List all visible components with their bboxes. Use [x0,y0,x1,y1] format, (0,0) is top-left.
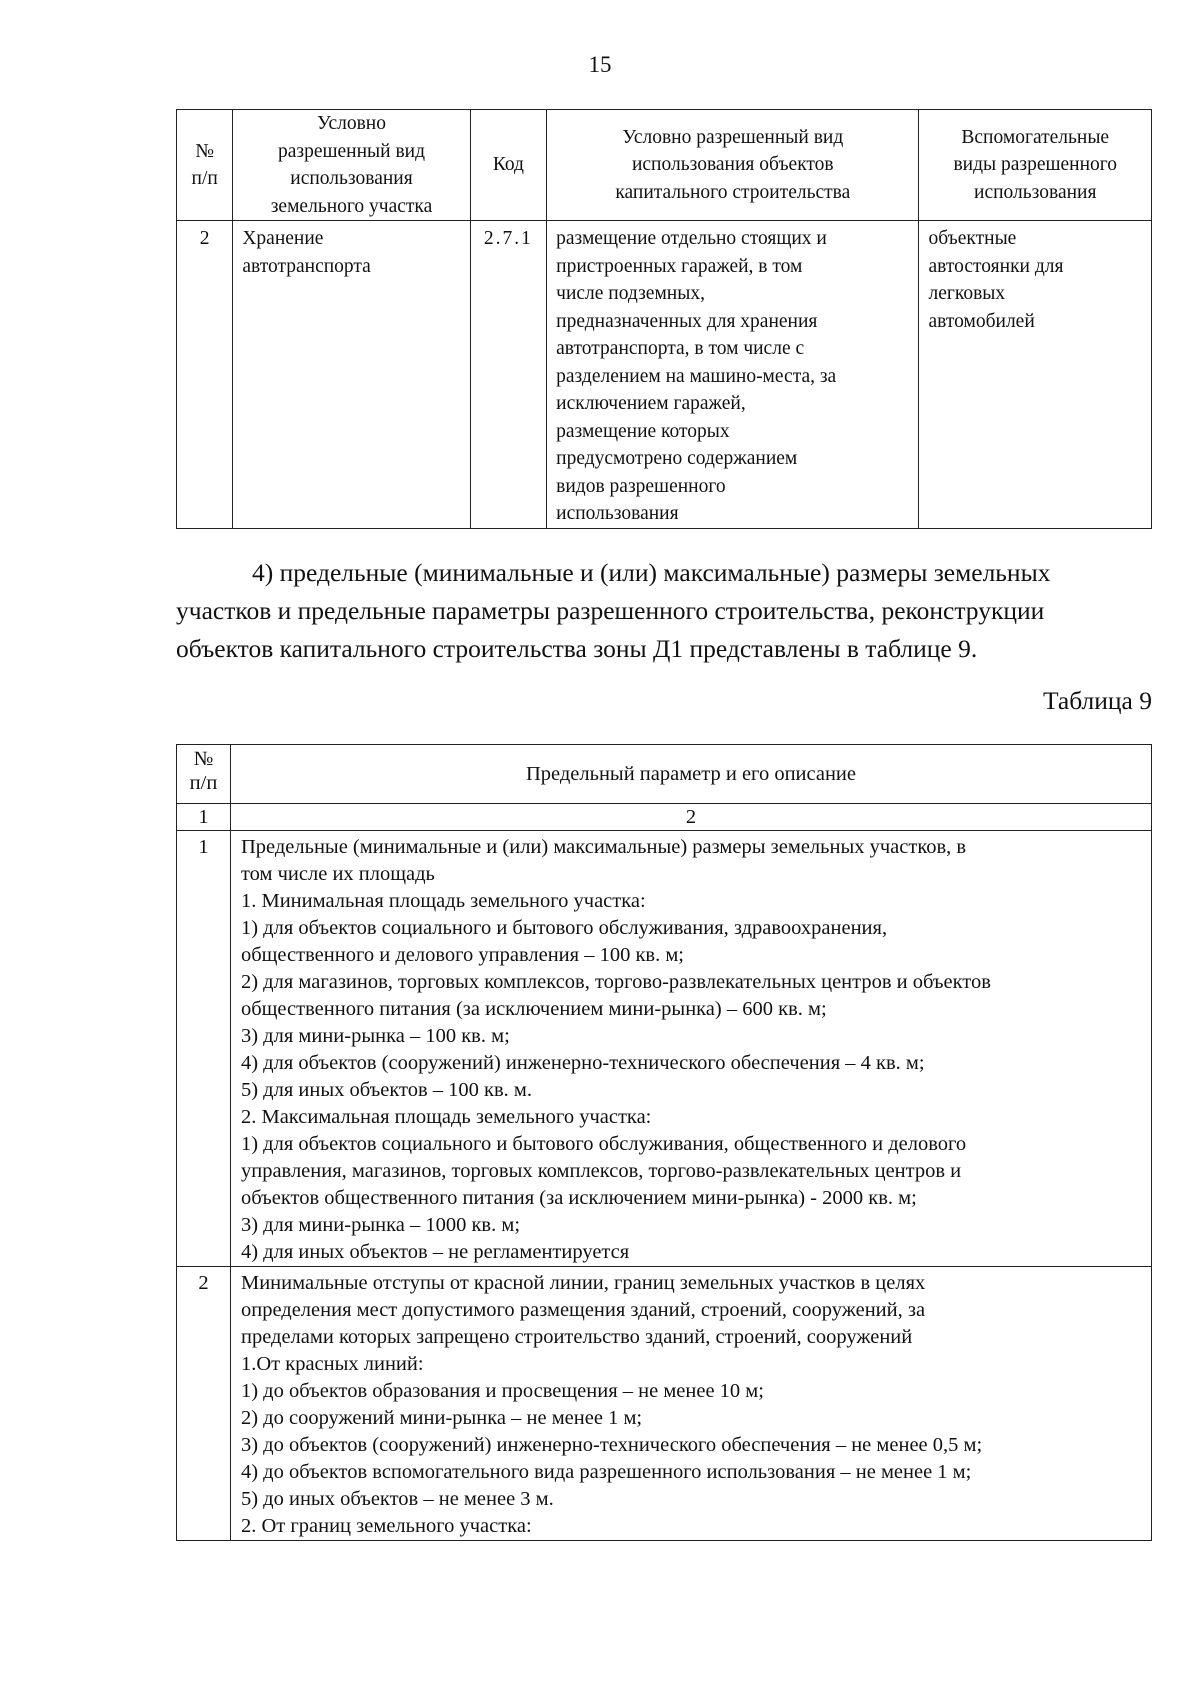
text-line: автомобилей [928,310,1035,332]
header-num [177,110,233,221]
row-capital-use-lines [556,225,909,528]
header-auxiliary-lines [919,124,1151,207]
text-line: 5) для иных объектов – 100 кв. м. [240,1079,533,1101]
text-line: управления, магазинов, торговых комплексов, торгово-развлекательных центров и [240,1160,962,1182]
text-line: том числе их площадь [240,863,435,885]
text-line: капитального строительства [615,181,851,203]
header-code [470,110,546,221]
text-line: Предельные (минимальные и (или) максимальные) размеры земельных участков, в [240,836,967,858]
text-line: использования объектов [631,154,834,176]
paragraph-line: участков и предельные параметры разрешенного строительства, реконструкции [176,596,1045,625]
text-line: виды разрешенного [953,154,1118,176]
text-line: размещение которых [556,420,730,442]
header-num-lines [177,747,230,795]
text-line: 2) для магазинов, торговых комплексов, торгово-развлекательных центров и объектов [240,971,991,993]
text-line: 2. Максимальная площадь земельного участка: [240,1106,652,1128]
text-line: предназначенных для хранения [556,310,818,332]
text-line: предусмотрено содержанием [556,448,798,469]
text-line: п/п [189,772,218,794]
header-num-lines [177,138,232,193]
row-land-use-lines [242,225,460,280]
text-line: автотранспорта [242,255,371,277]
header-code-lines [471,151,546,179]
parameters-table [176,744,1152,1541]
row-content-lines [241,834,1141,1266]
row-num: 2 [177,221,233,529]
text-line: 4) для иных объектов – не регламентируется [240,1241,630,1263]
text-line: 1.От красных линий: [240,1353,424,1375]
row-content [230,1267,1151,1541]
text-line: 3) до объектов (сооружений) инженерно-технического обеспечения – не менее 0,5 м; [240,1434,983,1456]
land-use-table-header [177,110,1152,221]
row-auxiliary-lines [928,225,1142,335]
parameters-table-header [177,745,1152,804]
row-content [230,831,1151,1267]
text-line: автостоянки для [928,255,1064,277]
table-row [177,221,1152,529]
text-line: земельного участка [270,195,433,217]
header-capital-use [547,110,919,221]
text-line: 3) для мини-рынка – 100 кв. м; [240,1025,510,1047]
text-line: 1) до объектов образования и просвещения – не менее 10 м; [240,1380,764,1402]
column-number: 2 [230,804,1151,831]
text-line: Вспомогательные [961,126,1110,148]
header-num [177,745,231,804]
text-line: пределами которых запрещено строительство зданий, строений, сооружений [240,1326,913,1348]
column-numbers-row [177,804,1152,831]
row-capital-use [547,221,919,529]
text-line: № [195,140,214,162]
text-line: 5) до иных объектов – не менее 3 м. [240,1488,554,1510]
paragraph-line: 4) предельные (минимальные и (или) максимальные) размеры земельных [252,558,1051,587]
header-land-use [233,110,470,221]
row-land-use [233,221,470,529]
row-num: 1 [177,831,231,1267]
text-line: 4) до объектов вспомогательного вида разрешенного использования – не менее 1 м; [240,1461,972,1483]
page-number: 15 [588,52,612,77]
row-num: 2 [177,1267,231,1541]
row-content-lines [241,1270,1141,1540]
paragraph-line: объектов капитального строительства зоны Д1 представлены в таблице 9. [176,634,978,663]
text-line: 4) для объектов (сооружений) инженерно-технического обеспечения – 4 кв. м; [240,1052,925,1074]
text-line: определения мест допустимого размещения зданий, строений, сооружений, за [240,1299,926,1321]
row-auxiliary [919,221,1152,529]
column-number: 1 [177,804,231,831]
text-line: Условно [317,113,386,134]
text-line: 2) до сооружений мини-рынка – не менее 1 м; [240,1407,643,1429]
text-line: использования [556,503,679,524]
header-capital-use-lines [547,124,918,207]
text-line: Код [492,154,524,176]
text-line: Минимальные отступы от красной линии, границ земельных участков в целях [240,1272,926,1294]
text-line: п/п [191,168,218,189]
text-line: использования [974,181,1097,203]
header-land-use-lines [233,110,469,220]
table-row [177,1267,1152,1541]
text-line: размещение отдельно стоящих и [556,228,827,249]
text-line: числе подземных, [556,283,705,304]
text-line: 3) для мини-рынка – 1000 кв. м; [240,1214,521,1236]
header-title: Предельный параметр и его описание [230,745,1151,804]
text-line: Хранение [242,228,324,249]
table-row [177,831,1152,1267]
text-line: 1. Минимальная площадь земельного участка: [240,890,646,912]
header-auxiliary [919,110,1152,221]
text-line: 1) для объектов социального и бытового обслуживания, общественного и делового [240,1133,967,1155]
row-code: 2.7.1 [470,221,546,529]
text-line: объектные [928,228,1017,249]
text-line: использования [290,168,413,189]
text-line: разрешенный вид [277,140,426,162]
text-line: общественного и делового управления – 100 кв. м; [240,944,685,966]
text-line: 2. От границ земельного участка: [240,1515,532,1537]
text-line: № [193,748,214,770]
text-line: разделением на машино-места, за [556,365,837,387]
text-line: Условно разрешенный вид [622,126,844,148]
text-line: легковых [928,283,1006,304]
table-caption: Таблица 9 [1042,686,1152,715]
text-line: исключением гаражей, [556,393,746,414]
text-line: объектов общественного питания (за исключением мини-рынка) - 2000 кв. м; [240,1187,917,1209]
text-line: общественного питания (за исключением мини-рынка) – 600 кв. м; [240,998,827,1020]
text-line: видов разрешенного [556,475,726,497]
text-line: 1) для объектов социального и бытового обслуживания, здравоохранения, [240,917,888,939]
text-line: автотранспорта, в том числе с [556,338,805,359]
text-line: пристроенных гаражей, в том [556,255,803,277]
land-use-table [176,109,1152,529]
body-paragraph [176,554,1152,668]
